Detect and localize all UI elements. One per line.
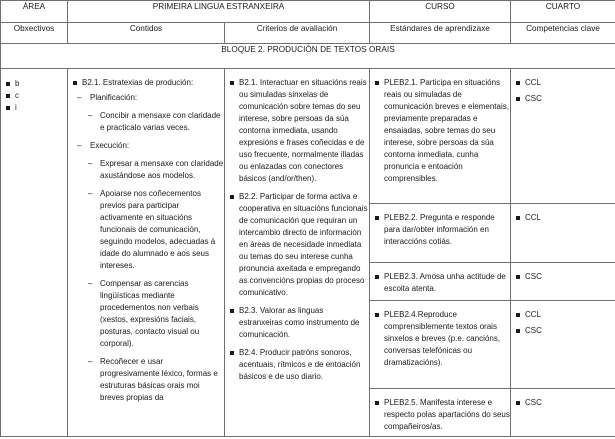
area-label: ÁREA <box>1 1 68 23</box>
block-title: BLOQUE 2. PRODUCIÓN DE TEXTOS ORAIS <box>1 44 615 69</box>
course-value: CUARTO <box>511 1 615 23</box>
competence-item: CCL <box>511 212 615 224</box>
objective-item: i <box>1 102 67 114</box>
execution-item: – Apoiarse nos coñecementos previos para participar activamente en situacións funcionais de comunicación, seguindo modelos, adecuadas á idade do alumnado e aos seus intereses. <box>68 188 224 272</box>
objective-item: b <box>1 78 67 90</box>
contents-subsections <box>68 92 224 404</box>
column-objectives: Obxectivos <box>1 23 68 44</box>
criterion-item: B2.2. Participar de forma activa e cooperativa en situacións funcionais de comunicación que requiran un intercambio directo de información en áreas de necesidade inmediata ou temas do seu interese cunha pronuncia axeitada e empregando as convencións propias do proceso comunicativo. <box>225 191 369 299</box>
execution-section: – Execución: – Expresar a mensaxe con claridade axustándose aos modelos. – Apoiarse nos coñecementos previos para participar activamente en situacións funcionais de comunicación, seguindo modelos, adecuadas á idade do alumnado e aos seus intereses. – Compensar as carencias lingüísticas mediante procedementos non verbais (xestos, expresións faciais, posturas, contacto visual ou corporal). – Recoñecer e usar progresivamente léxico, formas e estruturas básicas orais moi breves propias da <box>68 140 224 404</box>
execution-item: – Expresar a mensaxe con claridade axustándose aos modelos. <box>68 158 224 182</box>
contents-cell <box>68 69 225 437</box>
standard-text: PLEB2.4.Reproduce comprensiblemente textos orais sinxelos e breves (p.e. cancións, conversas telefónicas ou dramatizacións). <box>370 309 510 369</box>
standard-text: PLEB2.1. Participa en situacións reais ou simuladas de comunicación breves e elementais, previamente preparadas e ensaiadas, sobre temas do seu interese, sobre persoas da súa contorna inmediata, cunha pronuncia e entoación comprensibles. <box>370 77 510 185</box>
contents-list <box>68 77 224 404</box>
column-criteria: Criterios de avaliación <box>225 23 370 44</box>
objectives-list <box>1 78 67 114</box>
column-header-row <box>1 23 615 44</box>
column-competences: Competencias clave <box>511 23 615 44</box>
planning-section: – Planificación: – Concibir a mensaxe con claridade e practicalo varias veces. <box>68 92 224 134</box>
standard-cell <box>370 301 511 389</box>
standard-row <box>1 69 615 204</box>
column-standards: Estándares de aprendizaxe <box>370 23 511 44</box>
standard-cell <box>370 389 511 437</box>
planning-list <box>68 110 224 134</box>
standard-cell <box>370 263 511 301</box>
execution-list <box>68 158 224 404</box>
competence-item: CSC <box>511 325 615 337</box>
criterion-item: B2.4. Producir patróns sonoros, acentuais, rítmicos e de entoación básicos e de uso diario. <box>225 347 369 383</box>
competence-item: CCL <box>511 77 615 89</box>
execution-item: – Compensar as carencias lingüísticas mediante procedementos non verbais (xestos, expresións faciais, posturas, contacto visual ou corporal). <box>68 278 224 350</box>
contents-clip <box>68 74 224 418</box>
header-row <box>1 1 615 23</box>
standard-cell <box>370 204 511 263</box>
criterion-item: B2.1. Interactuar en situacións reais ou simuladas sinxelas de comunicación sobre temas do seu interese, sobre persoas da súa contorna inmediata, usando expresións e frases coñecidas e de uso frecuente, normalmente illadas ou enlazadas con conectores básicos (and/or/then). <box>225 77 369 185</box>
criteria-cell <box>225 69 370 437</box>
competence-cell <box>511 204 615 263</box>
block-row <box>1 44 615 69</box>
competence-item: CSC <box>511 93 615 105</box>
competence-item: CSC <box>511 271 615 283</box>
contents-heading: B2.1. Estratexias de produción: – Planificación: – Concibir a mensaxe con claridade e practicalo varias veces. – Execución: – Expresar a mensaxe con claridade axustándose aos modelos. – Apoiarse nos coñecementos previos para participar activamente en situacións funcionais de comunicación, seguindo modelos, adecuadas á idade do alumnado e aos seus intereses. – Compensar as carencias lingüísticas mediante procedementos non verbais (xestos, expresións faciais, posturas, contacto visual ou corporal). – Recoñecer e usar progresivamente léxico, formas e estruturas básicas orais moi breves propias da <box>68 77 224 404</box>
subject-title: PRIMEIRA LINGUA ESTRANXEIRA <box>68 1 370 23</box>
course-label: CURSO <box>370 1 511 23</box>
competence-item: CSC <box>511 397 615 409</box>
planning-item: – Concibir a mensaxe con claridade e practicalo varias veces. <box>68 110 224 134</box>
objective-item: c <box>1 90 67 102</box>
execution-item: – Recoñecer e usar progresivamente léxico, formas e estruturas básicas orais moi breves propias da <box>68 356 224 404</box>
criteria-list <box>225 77 369 383</box>
standard-cell <box>370 69 511 204</box>
standard-text: PLEB2.2. Pregunta e responde para dar/obter información en interaccións cotiás. <box>370 212 510 248</box>
standard-text: PLEB2.5. Manifesta interese e respecto polas apartacións do seus compañeiros/as. <box>370 397 510 433</box>
column-contents: Contidos <box>68 23 225 44</box>
competence-cell <box>511 389 615 437</box>
competence-item: CCL <box>511 309 615 321</box>
criterion-item: B2.3. Valorar as linguas estranxeiras como instrumento de comunicación. <box>225 305 369 341</box>
competence-cell <box>511 69 615 204</box>
competence-cell <box>511 301 615 389</box>
competence-cell <box>511 263 615 301</box>
standard-text: PLEB2.3. Amosa unha actitude de escoita atenta. <box>370 271 510 295</box>
objectives-cell <box>1 69 68 437</box>
criteria-clip <box>225 74 369 418</box>
